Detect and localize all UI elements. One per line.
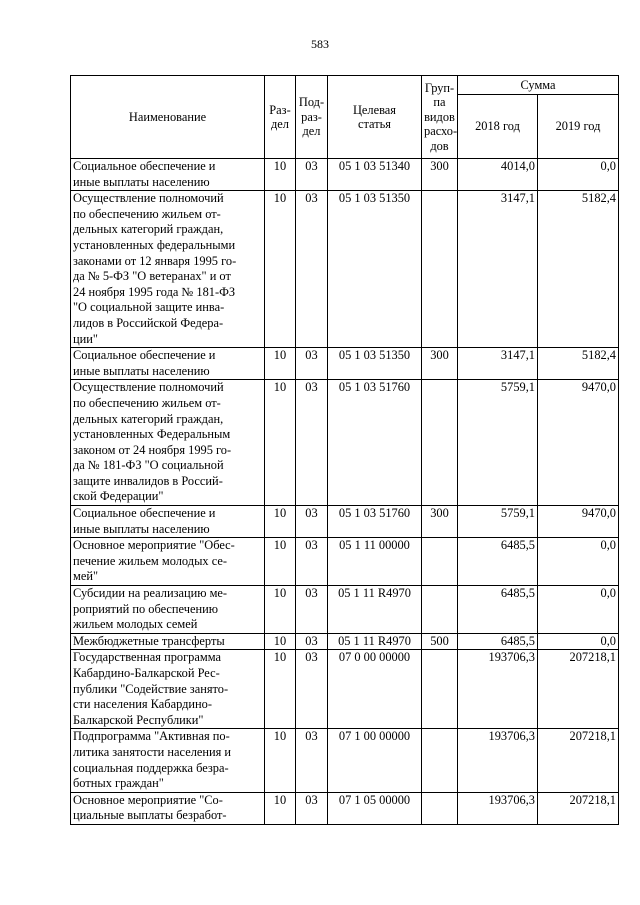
header-line: дов [430, 138, 449, 153]
row-name-line: дельных категорий граждан, [73, 411, 224, 426]
row-name [71, 191, 265, 348]
row-name-line: да № 181-ФЗ "О социальной [73, 458, 224, 473]
row-target-article: 05 1 03 51350 [328, 191, 422, 348]
row-expense-group: 300 [422, 159, 458, 191]
row-expense-group [422, 380, 458, 506]
row-name-line: законами от 12 января 1995 го- [73, 253, 237, 268]
row-name [71, 729, 265, 792]
header-line: дел [271, 117, 289, 131]
row-name-line: роприятий по обеспечению [73, 601, 218, 616]
row-sum-2018: 6485,5 [458, 586, 538, 634]
row-target-article: 05 1 03 51350 [328, 348, 422, 380]
row-target-article: 05 1 03 51760 [328, 506, 422, 538]
row-razdel: 10 [265, 506, 296, 538]
row-sum-2018: 5759,1 [458, 506, 538, 538]
row-name-line: Социальное обеспечение и [73, 348, 216, 363]
row-target-article: 05 1 11 R4970 [328, 586, 422, 634]
row-sum-2019: 5182,4 [538, 348, 619, 380]
row-name-line: законом от 24 ноября 1995 го- [73, 442, 232, 457]
row-sum-2018: 3147,1 [458, 348, 538, 380]
row-name-line: сти населения Кабардино- [73, 697, 212, 712]
header-podrazdel [296, 76, 328, 159]
row-sum-2018: 193706,3 [458, 729, 538, 792]
row-expense-group [422, 792, 458, 824]
header-line: дел [302, 124, 321, 139]
row-podrazdel: 03 [296, 159, 328, 191]
row-sum-2019: 207218,1 [538, 650, 619, 729]
row-name [71, 348, 265, 380]
row-target-article: 07 1 05 00000 [328, 792, 422, 824]
row-name-line: Кабардино-Балкарской Рес- [73, 666, 220, 680]
header-line: Под- [298, 95, 325, 110]
row-name [71, 538, 265, 586]
header-year-2018: 2018 год [458, 95, 538, 159]
row-target-article: 05 1 03 51340 [328, 159, 422, 191]
header-line: расхо- [424, 124, 458, 139]
row-name [71, 380, 265, 506]
row-name-line: "О социальной защите инва- [73, 300, 225, 315]
row-name-line: Осуществление полномочий [73, 380, 224, 395]
row-sum-2019: 9470,0 [538, 506, 619, 538]
row-expense-group [422, 729, 458, 792]
row-name-line: по обеспечению жильем от- [73, 206, 221, 221]
row-razdel: 10 [265, 159, 296, 191]
row-name-line: Основное мероприятие "Со- [73, 792, 223, 807]
row-sum-2019: 0,0 [538, 633, 619, 650]
budget-table [70, 75, 619, 825]
row-name-line: ции" [73, 331, 98, 346]
row-sum-2019: 207218,1 [538, 729, 619, 792]
row-name-line: защите инвалидов в Россий- [73, 473, 223, 488]
row-sum-2019: 0,0 [538, 586, 619, 634]
page-number: 583 [311, 37, 329, 51]
row-name-line: ской Федерации" [73, 489, 164, 504]
row-name-line: циальные выплаты безработ- [73, 808, 227, 823]
row-podrazdel: 03 [296, 633, 328, 650]
row-expense-group: 300 [422, 348, 458, 380]
row-name-line: Социальное обеспечение и [73, 159, 216, 173]
row-razdel: 10 [265, 650, 296, 729]
header-line: Целевая [352, 102, 397, 117]
row-podrazdel: 03 [296, 650, 328, 729]
row-sum-2019: 9470,0 [538, 380, 619, 506]
row-name-line: жильем молодых семей [73, 617, 198, 632]
table-row [71, 586, 619, 634]
row-target-article: 05 1 11 R4970 [328, 633, 422, 650]
row-name-line: литика занятости населения и [73, 744, 232, 759]
row-name-line: 24 ноября 1995 года № 181-ФЗ [73, 284, 236, 299]
header-line: Груп- [424, 80, 455, 95]
row-name-line: Социальное обеспечение и [73, 506, 216, 521]
row-razdel: 10 [265, 633, 296, 650]
row-podrazdel: 03 [296, 792, 328, 824]
row-razdel: 10 [265, 380, 296, 506]
row-name-line: иные выплаты населению [73, 363, 210, 378]
row-target-article: 05 1 11 00000 [328, 538, 422, 586]
row-sum-2019: 0,0 [538, 159, 619, 191]
row-name-line: дельных категорий граждан, [73, 222, 224, 237]
row-target-article: 05 1 03 51760 [328, 380, 422, 506]
row-sum-2019: 5182,4 [538, 191, 619, 348]
row-podrazdel: 03 [296, 380, 328, 506]
row-name-line: Осуществление полномочий [73, 191, 224, 206]
table-row [71, 650, 619, 729]
row-name-line: лидов в Российской Федера- [73, 315, 224, 330]
header-line: па [433, 95, 446, 110]
row-name-line: мей" [73, 569, 99, 584]
header-sum: Сумма [458, 76, 619, 95]
row-podrazdel: 03 [296, 191, 328, 348]
header-line: видов [424, 109, 455, 124]
row-expense-group: 300 [422, 506, 458, 538]
row-name [71, 633, 265, 650]
row-razdel: 10 [265, 538, 296, 586]
row-name-line: Государственная программа [73, 650, 221, 665]
row-podrazdel: 03 [296, 538, 328, 586]
row-name-line: печение жильем молодых се- [73, 553, 227, 568]
table-row [71, 633, 619, 650]
row-razdel: 10 [265, 729, 296, 792]
row-name-line: Межбюджетные трансферты [73, 633, 225, 648]
row-sum-2019: 207218,1 [538, 792, 619, 824]
row-name [71, 792, 265, 824]
row-name-line: по обеспечению жильем от- [73, 395, 221, 410]
row-expense-group: 500 [422, 633, 458, 650]
row-name-line: Балкарской Республики" [73, 712, 204, 727]
table-row [71, 792, 619, 824]
header-line: раз- [301, 109, 322, 124]
row-name-line: да № 5-ФЗ "О ветеранах" и от [73, 269, 231, 284]
row-podrazdel: 03 [296, 348, 328, 380]
row-podrazdel: 03 [296, 586, 328, 634]
row-sum-2018: 3147,1 [458, 191, 538, 348]
table-row [71, 538, 619, 586]
row-expense-group [422, 650, 458, 729]
row-name-line: установленных федеральными [73, 237, 236, 252]
row-sum-2018: 6485,5 [458, 633, 538, 650]
budget-table-body [71, 159, 619, 825]
row-name-line: Основное мероприятие "Обес- [73, 538, 235, 553]
row-razdel: 10 [265, 191, 296, 348]
row-expense-group [422, 538, 458, 586]
row-sum-2018: 193706,3 [458, 650, 538, 729]
row-name-line: Подпрограмма "Активная по- [73, 729, 230, 744]
row-target-article: 07 1 00 00000 [328, 729, 422, 792]
table-row [71, 191, 619, 348]
table-row [71, 380, 619, 506]
row-expense-group [422, 191, 458, 348]
header-year-2019: 2019 год [538, 95, 619, 159]
header-razdel [265, 76, 296, 159]
row-name-line: публики "Содействие занято- [73, 681, 229, 696]
table-row [71, 159, 619, 191]
header-line: статья [357, 117, 391, 131]
row-name-line: социальная поддержка безра- [73, 760, 229, 775]
row-name [71, 650, 265, 729]
row-name-line: ботных граждан" [73, 776, 164, 791]
row-name-line: Субсидии на реализацию ме- [73, 586, 228, 601]
table-row [71, 506, 619, 538]
header-target-article [328, 76, 422, 159]
row-name [71, 506, 265, 538]
row-sum-2019: 0,0 [538, 538, 619, 586]
table-row [71, 729, 619, 792]
header-name: Наименование [71, 76, 265, 159]
row-target-article: 07 0 00 00000 [328, 650, 422, 729]
row-name-line: иные выплаты населению [73, 521, 210, 536]
row-razdel: 10 [265, 348, 296, 380]
row-sum-2018: 5759,1 [458, 380, 538, 506]
header-expense-group [422, 76, 458, 159]
row-expense-group [422, 586, 458, 634]
row-podrazdel: 03 [296, 729, 328, 792]
row-sum-2018: 6485,5 [458, 538, 538, 586]
row-sum-2018: 4014,0 [458, 159, 538, 191]
row-name [71, 159, 265, 191]
row-podrazdel: 03 [296, 506, 328, 538]
table-row [71, 348, 619, 380]
row-name-line: иные выплаты населению [73, 174, 210, 189]
header-line: Раз- [269, 102, 291, 117]
row-sum-2018: 193706,3 [458, 792, 538, 824]
row-razdel: 10 [265, 792, 296, 824]
row-razdel: 10 [265, 586, 296, 634]
row-name [71, 586, 265, 634]
row-name-line: установленных Федеральным [73, 427, 231, 442]
